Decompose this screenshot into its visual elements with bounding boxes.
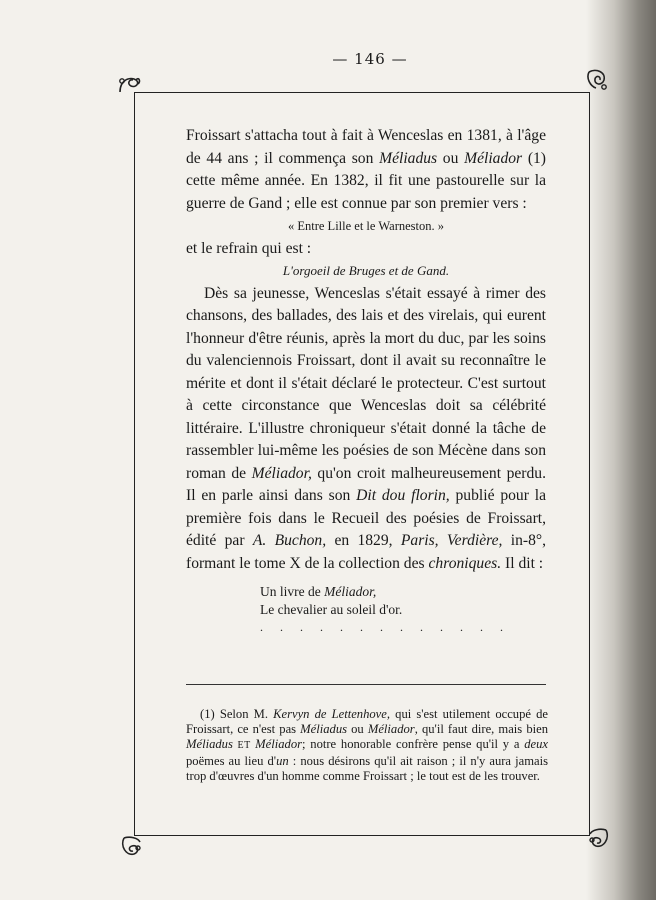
- paragraph-2-text-2: qu'on croit malheureusement perdu. Il en parle ainsi dans son: [186, 464, 546, 504]
- refrain-intro: et le refrain qui est :: [186, 239, 312, 257]
- page-edge-shadow: [586, 0, 656, 900]
- corner-ornament-bottom-right-icon: [586, 826, 612, 852]
- paragraph-1-line-4: guerre de Gand ; elle est connue par son premier vers :: [186, 194, 527, 212]
- footnote-reference: (1): [522, 149, 547, 167]
- paragraph-2-text-1: Dès sa jeunesse, Wenceslas s'était essayé à rimer des chansons, des ballades, des lais et des virelais, qui eurent l'honneur d'être réunis, après la mort du duc, par les soins du valenciennois Froissart, dont il avait su reconnaître le mérite et dont il s'était déclaré le protecteur. C'est surtout à cette circonstance que Wenceslas doit sa célébrité littéraire. L'illustre chroniqueur s'était donné la tâche de rassembler lui-même les poésies de son Mécène dans son roman de: [186, 284, 546, 482]
- paragraph-1-line-2: de 44 ans ; il commença son: [186, 149, 380, 167]
- quoted-first-verse: « Entre Lille et le Warneston. »: [287, 219, 444, 233]
- paragraph-2-text-5: in-8°, formant le tome X de la collection des: [186, 532, 547, 572]
- footnote-marker: (1): [200, 707, 215, 721]
- paragraph-1-line-1: Froissart s'attacha tout à fait à Wenceslas en 1381, à l'âge: [186, 127, 546, 144]
- verse-quotation: [260, 583, 546, 619]
- verse-line-2: Le chevalier au soleil d'or.: [260, 602, 403, 617]
- verse-line-1: Un livre de Méliador,: [260, 584, 377, 599]
- paragraph-2: [186, 283, 546, 576]
- publisher-name: Paris, Verdière,: [400, 532, 503, 549]
- footnote-author: Kervyn de Lettenhove,: [273, 707, 391, 721]
- verse-ellipsis: . . . . . . . . . . . . .: [260, 620, 510, 634]
- paragraph-2-text-6: Il dit :: [501, 554, 544, 572]
- paragraph-1: [186, 125, 546, 215]
- editor-name: A. Buchon,: [252, 532, 327, 549]
- title-chroniques: chroniques.: [428, 554, 502, 572]
- paragraph-2-text-4: en 1829,: [326, 532, 401, 549]
- footnote-divider: [186, 684, 546, 685]
- paragraph-1-line-3: cette même année. En 1382, il fit une pastourelle sur la: [186, 172, 546, 189]
- title-meliadus: Méliadus: [379, 149, 438, 167]
- footnote: (1) Selon M. Kervyn de Lettenhove, qui s'est utilement occupé de Froissart, ce n'est pas Méliadus ou Méliador, qu'il faut dire, mais bien Méliadus ET Méliador; notre honorable confrère pense qu'il y a deux poëmes au lieu d'un : nous désirons qu'il ait raison ; il n'y aura jamais trop d'œuvres d'un homme comme Froissart ; le tout est de les trouver.: [186, 707, 549, 783]
- title-meliador-2: Méliador,: [251, 464, 312, 482]
- corner-ornament-top-left-icon: [116, 72, 142, 98]
- title-dit-dou-florin: Dit dou florin,: [356, 487, 450, 504]
- title-meliador-3: Méliador,: [324, 584, 377, 599]
- main-text-block: [186, 125, 546, 635]
- paragraph-2-text-3: publié pour la première fois dans le Recueil des poésies de Froissart, édité par: [186, 487, 546, 549]
- page-number: — 146 —: [332, 50, 408, 68]
- paragraph-1-conjunction: ou: [437, 149, 465, 167]
- refrain-line: L'orgoeil de Bruges et de Gand.: [282, 263, 450, 278]
- title-meliador: Méliador: [464, 149, 523, 167]
- corner-ornament-top-right-icon: [584, 66, 610, 92]
- corner-ornament-bottom-left-icon: [118, 834, 144, 860]
